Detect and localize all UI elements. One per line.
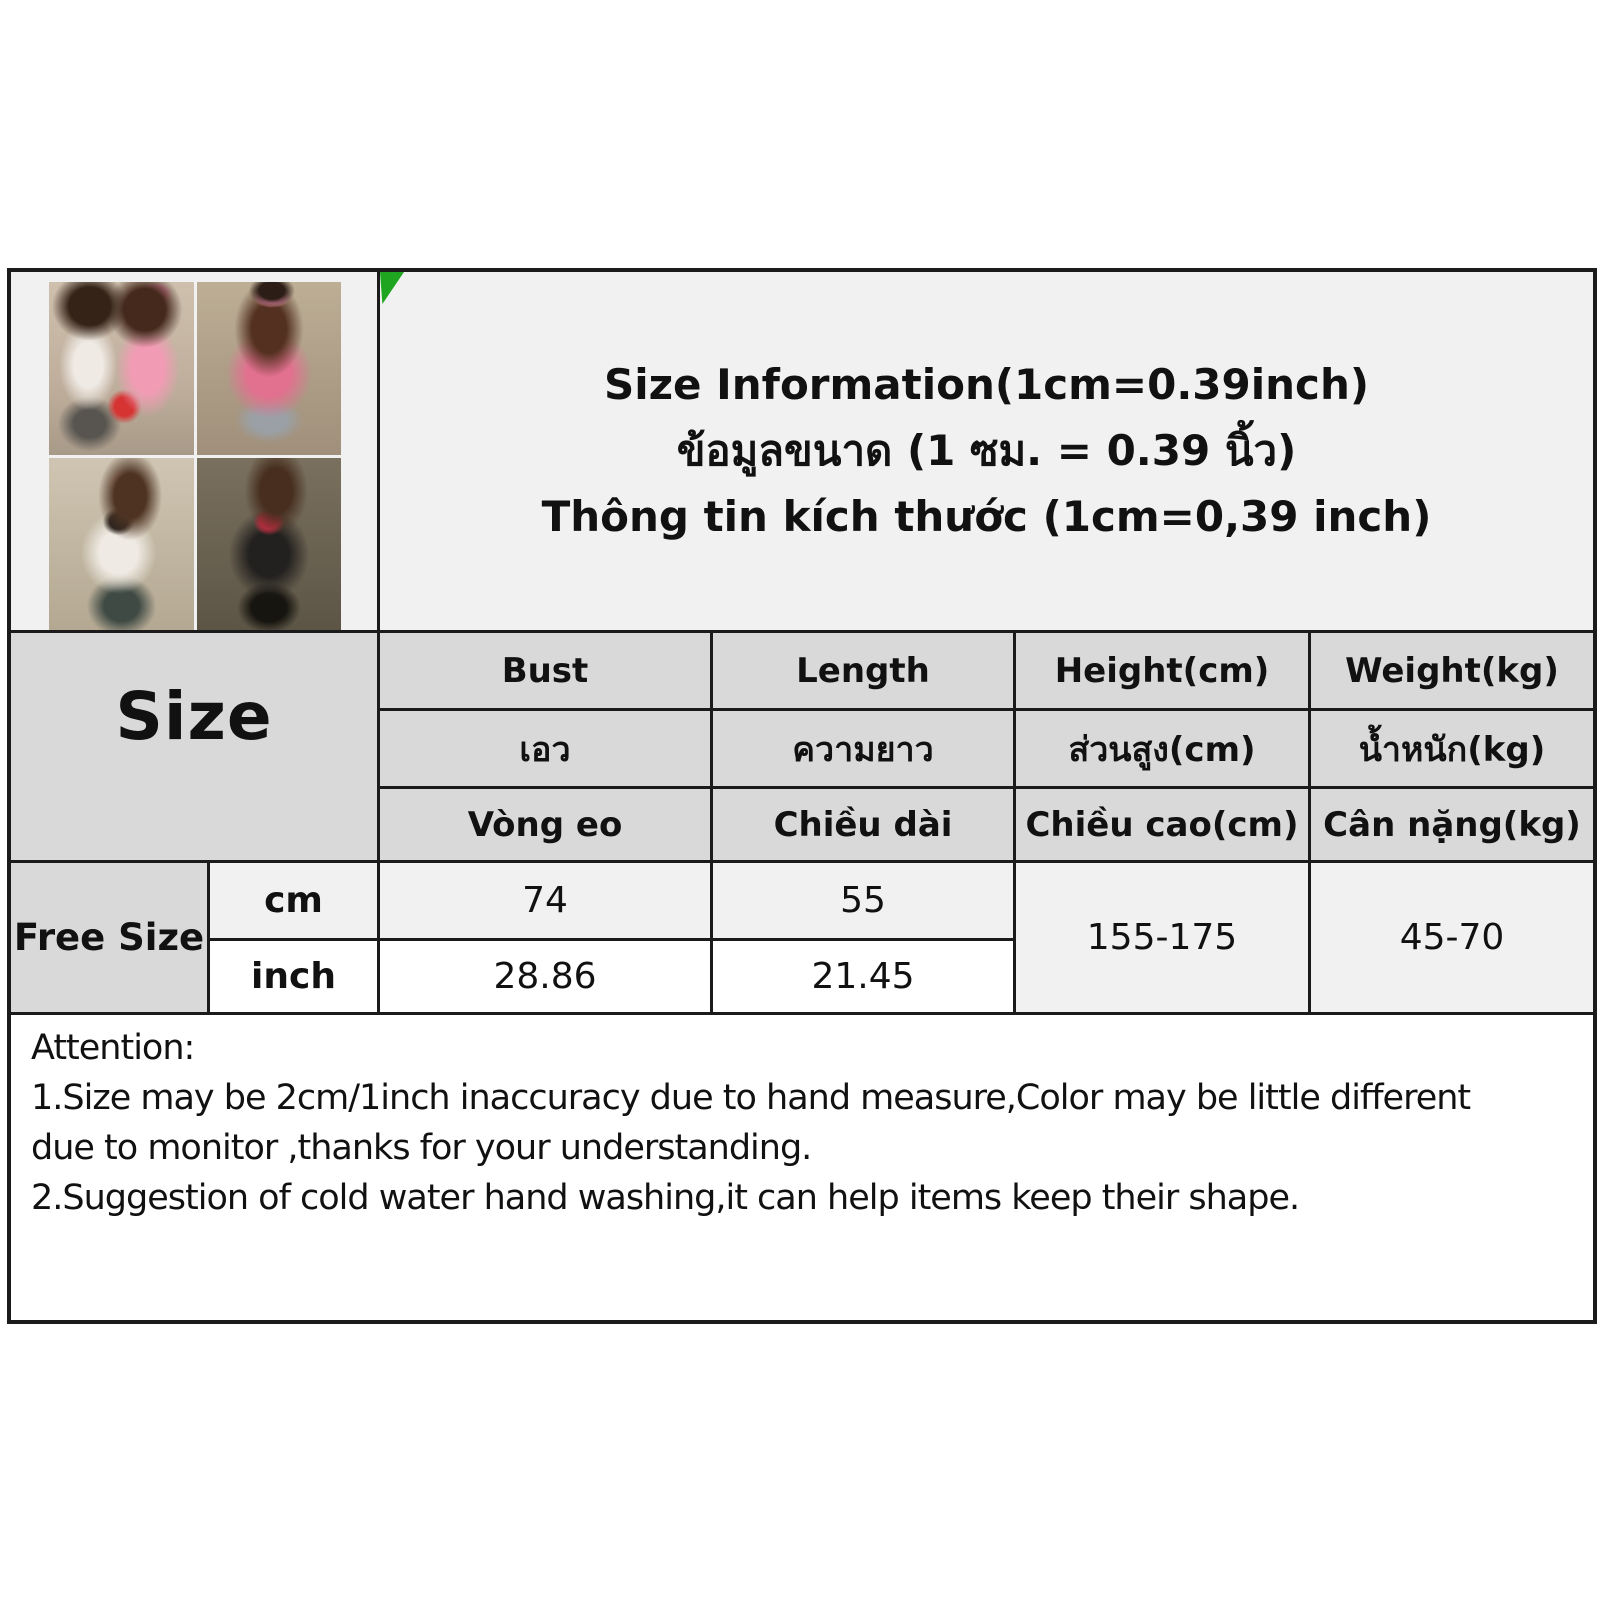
value-bust-cm: 74 — [380, 863, 710, 938]
header-weight-vi: Cân nặng(kg) — [1311, 789, 1593, 860]
attention-heading: Attention: — [31, 1028, 195, 1068]
attention-note — [11, 1015, 1593, 1320]
attention-line-1: 1.Size may be 2cm/1inch inaccuracy due to hand measure,Color may be little different — [31, 1078, 1471, 1119]
header-height-vi: Chiều cao(cm) — [1016, 789, 1308, 860]
attention-line-2: due to monitor ,thanks for your understanding. — [31, 1128, 812, 1169]
title-english: Size Information(1cm=0.39inch) — [603, 359, 1370, 409]
value-height-range: 155-175 — [1016, 863, 1308, 1012]
product-photo-top-right — [197, 282, 342, 455]
value-length-cm: 55 — [713, 863, 1013, 938]
unit-label-cm: cm — [210, 863, 377, 938]
header-weight-en: Weight(kg) — [1311, 633, 1593, 708]
value-length-inch: 21.45 — [713, 941, 1013, 1012]
product-photo-collage — [49, 282, 341, 630]
header-height-en: Height(cm) — [1016, 633, 1308, 708]
size-header: Size — [11, 633, 377, 860]
header-bust-th: เอว — [380, 711, 710, 786]
header-height-th: ส่วนสูง(cm) — [1016, 711, 1308, 786]
title-vietnamese: Thông tin kích thước (1cm=0,39 inch) — [541, 492, 1432, 542]
header-length-en: Length — [713, 633, 1013, 708]
header-bust-en: Bust — [380, 633, 710, 708]
product-photo-bottom-left — [49, 458, 194, 631]
header-bust-vi: Vòng eo — [380, 789, 710, 860]
value-bust-inch: 28.86 — [380, 941, 710, 1012]
unit-label-inch: inch — [210, 941, 377, 1012]
green-triangle-marker-icon — [380, 272, 404, 304]
header-weight-th: น้ำหนัก(kg) — [1311, 711, 1593, 786]
title-block — [380, 272, 1593, 630]
product-photo-cell — [11, 272, 377, 630]
value-weight-range: 45-70 — [1311, 863, 1593, 1012]
header-length-th: ความยาว — [713, 711, 1013, 786]
product-photo-top-left — [49, 282, 194, 455]
product-photo-bottom-right — [197, 458, 342, 631]
title-thai: ข้อมูลขนาด (1 ซม. = 0.39 นิ้ว) — [676, 425, 1297, 475]
row-label-free-size: Free Size — [11, 863, 207, 1012]
header-length-vi: Chiều dài — [713, 789, 1013, 860]
attention-line-3: 2.Suggestion of cold water hand washing,it can help items keep their shape. — [31, 1178, 1300, 1219]
size-chart-table — [7, 268, 1597, 1324]
